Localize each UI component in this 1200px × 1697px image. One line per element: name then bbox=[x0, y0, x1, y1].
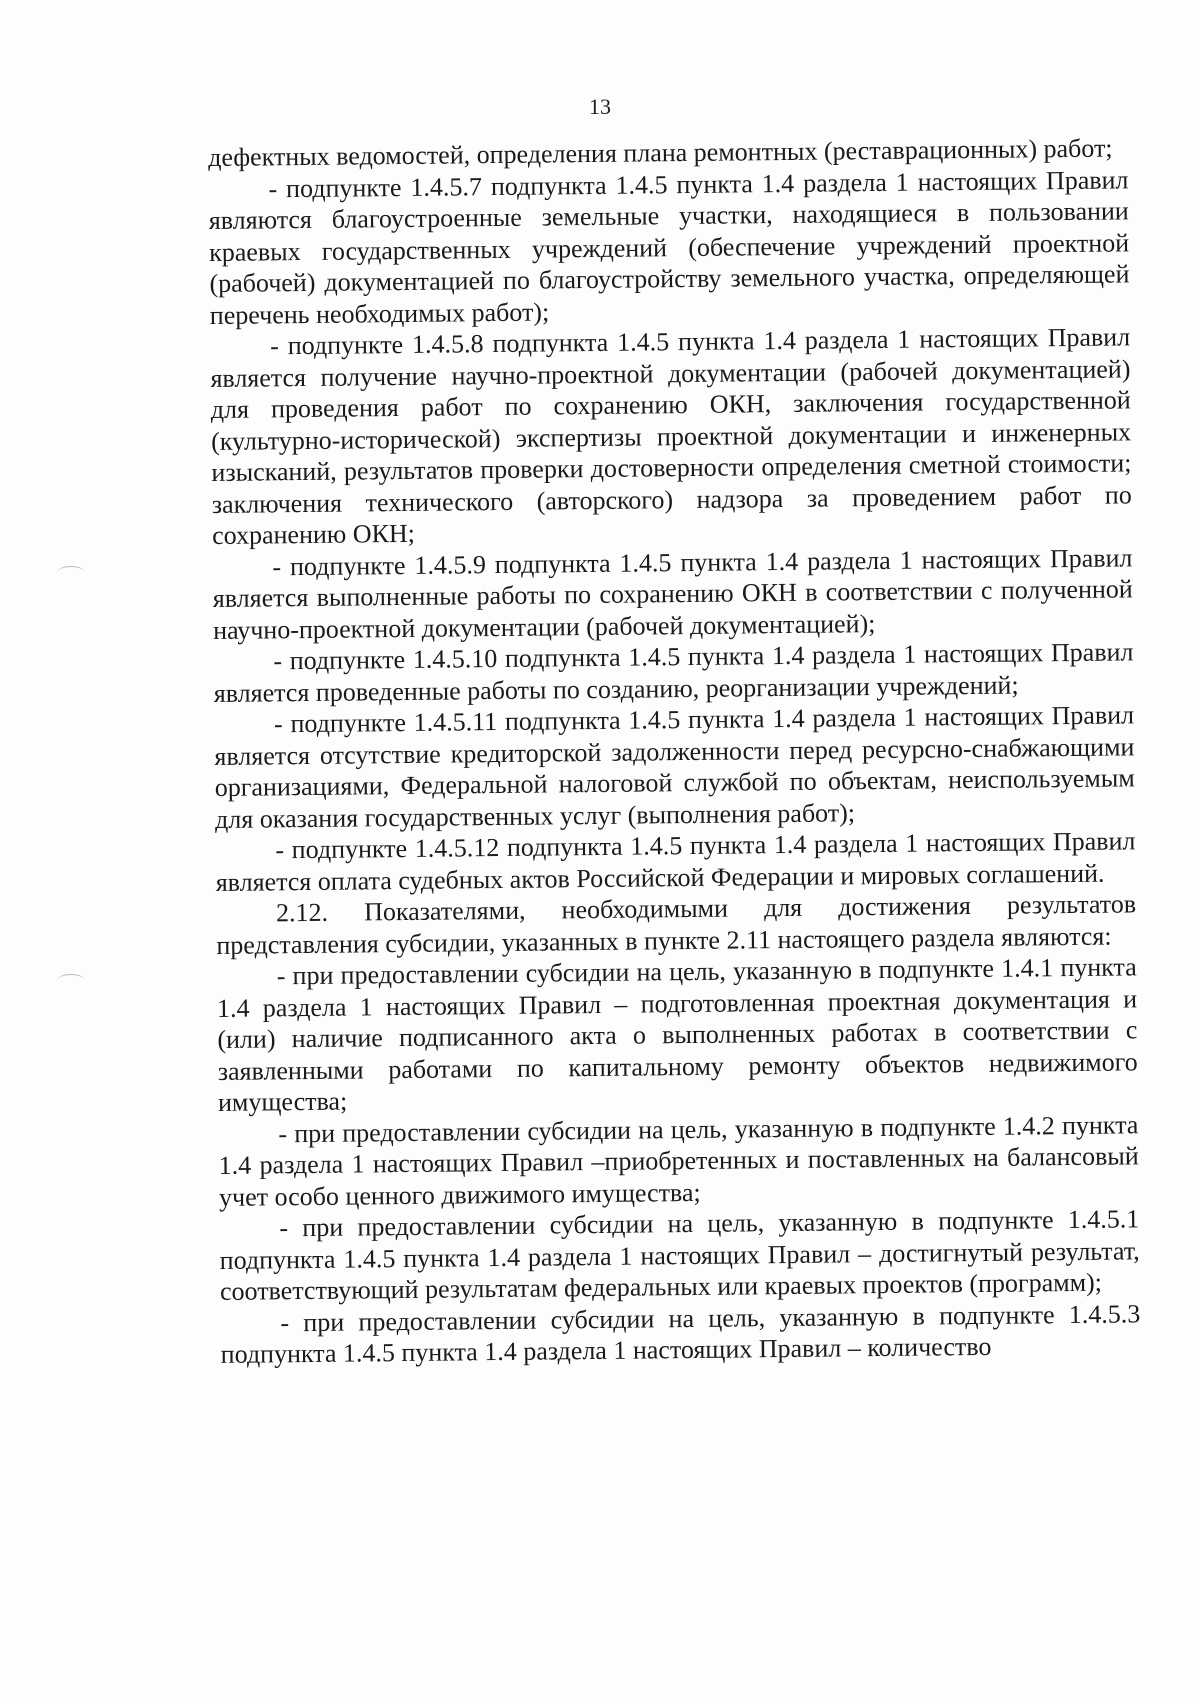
paragraph: - подпункте 1.4.5.8 подпункта 1.4.5 пункта 1.4 раздела 1 настоящих Правил является получение научно-проектной документации (рабочей документацией) для проведения работ по сохранению ОКН, заключения государственной (культурно-исторической) экспертизы проектной документации и инженерных изысканий, результатов проверки достоверности определения сметной стоимости; заключения технического (авторского) надзора за проведением работ по сохранению ОКН; bbox=[210, 322, 1132, 550]
paragraph: - подпункте 1.4.5.7 подпункта 1.4.5 пункта 1.4 раздела 1 настоящих Правил являются благоустроенные земельные участки, находящиеся в пользовании краевых государственных учреждений (обеспечение учреждений проектной (рабочей) документацией по благоустройству земельного участка, определяющей перечень необходимых работ); bbox=[208, 164, 1130, 330]
paragraph: - подпункте 1.4.5.11 подпункта 1.4.5 пункта 1.4 раздела 1 настоящих Правил является отсутствие кредиторской задолженности перед ресурсно-снабжающими организациями, Федеральной налоговой службой по объектам, неиспользуемым для оказания государственных услуг (выполнения работ); bbox=[214, 700, 1135, 834]
paragraph: - при предоставлении субсидии на цель, указанную в подпункте 1.4.5.1 подпункта 1.4.5 пункта 1.4 раздела 1 настоящих Правил – достигнутый результат, соответствующий результатам федеральных или краевых проектов (программ); bbox=[219, 1204, 1140, 1306]
paragraph: - подпункте 1.4.5.9 подпункта 1.4.5 пункта 1.4 раздела 1 настоящих Правил является выполненные работы по сохранению ОКН в соответствии с полученной научно-проектной документации (рабочей документацией); bbox=[212, 542, 1133, 645]
document-body bbox=[208, 132, 1141, 1370]
paragraph: - при предоставлении субсидии на цель, указанную в подпункте 1.4.1 пункта 1.4 раздела 1 настоящих Правил – подготовленная проектная документация и (или) наличие подписанного акта о выполненных работах в соответствии с заявленными работами по капитальному ремонту объектов недвижимого имущества; bbox=[216, 952, 1138, 1117]
paragraph: - подпункте 1.4.5.12 подпункта 1.4.5 пункта 1.4 раздела 1 настоящих Правил является оплата судебных актов Российской Федерации и мировых соглашений. bbox=[215, 826, 1136, 897]
paragraph: - при предоставлении субсидии на цель, указанную в подпункте 1.4.5.3 подпункта 1.4.5 пункта 1.4 раздела 1 настоящих Правил – количество bbox=[220, 1298, 1141, 1369]
paragraph: дефектных ведомостей, определения плана ремонтных (реставрационных) работ; bbox=[208, 133, 1113, 172]
paragraph: - подпункте 1.4.5.10 подпункта 1.4.5 пункта 1.4 раздела 1 настоящих Правил является проведенные работы по созданию, реорганизации учреждений; bbox=[213, 637, 1134, 708]
paragraph: - при предоставлении субсидии на цель, указанную в подпункте 1.4.2 пункта 1.4 раздела 1 настоящих Правил –приобретенных и поставленных на балансовый учет особо ценного движимого имущества; bbox=[218, 1109, 1139, 1212]
page-number: 13 bbox=[589, 94, 611, 119]
scan-mark bbox=[58, 566, 84, 577]
scan-mark bbox=[58, 974, 84, 985]
paragraph: 2.12. Показателями, необходимыми для достижения результатов представления субсидии, указанных в пункте 2.11 настоящего раздела являются: bbox=[216, 889, 1137, 960]
